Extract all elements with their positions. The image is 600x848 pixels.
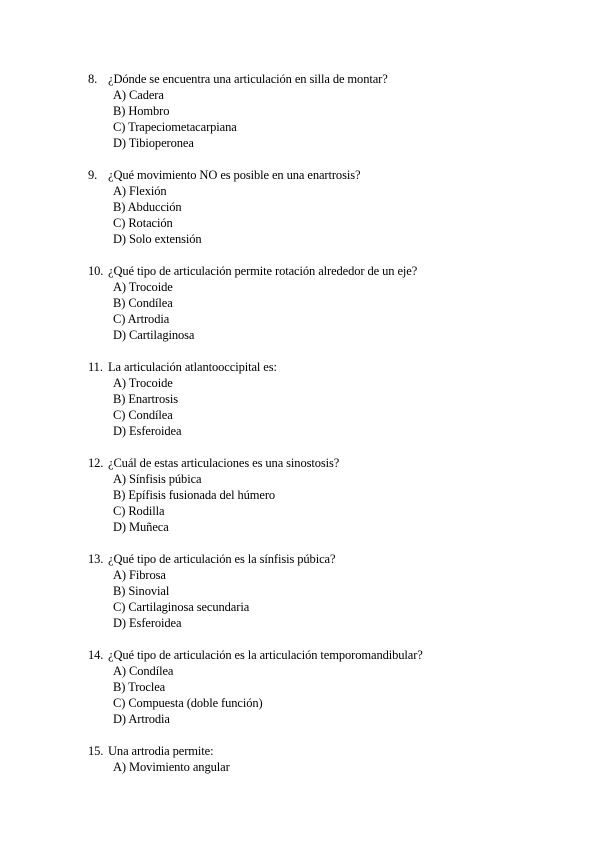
option-c: C) Condílea (113, 408, 173, 422)
question-line (88, 455, 568, 471)
question-line (88, 743, 568, 759)
option-a: A) Sínfisis púbica (113, 472, 202, 486)
option-c: C) Artrodia (113, 312, 170, 326)
question-9 (88, 167, 568, 247)
question-text: ¿Qué movimiento NO es posible en una enartrosis? (108, 168, 361, 182)
option-b: B) Condílea (113, 296, 173, 310)
question-text: ¿Cuál de estas articulaciones es una sinostosis? (108, 456, 340, 470)
option-d: D) Esferoidea (113, 616, 182, 630)
question-15 (88, 743, 568, 775)
question-line (88, 167, 568, 183)
answer-options (88, 471, 568, 535)
answer-options (88, 279, 568, 343)
question-text: ¿Qué tipo de articulación es la articulación temporomandibular? (108, 648, 423, 662)
option-c: C) Rodilla (113, 504, 165, 518)
option-b: B) Troclea (113, 680, 166, 694)
option-a: A) Condílea (113, 664, 174, 678)
option-b: B) Sinovial (113, 584, 170, 598)
question-14 (88, 647, 568, 727)
question-8 (88, 71, 568, 151)
question-line (88, 263, 568, 279)
question-number: 8. (88, 72, 98, 86)
question-text: ¿Qué tipo de articulación permite rotación alrededor de un eje? (108, 264, 418, 278)
question-text: ¿Dónde se encuentra una articulación en silla de montar? (108, 72, 388, 86)
option-d: D) Tibioperonea (113, 136, 194, 150)
option-b: B) Enartrosis (113, 392, 179, 406)
option-a: A) Trocoide (113, 280, 173, 294)
question-text: La articulación atlantooccipital es: (108, 360, 277, 374)
question-number: 13. (88, 552, 104, 566)
question-12 (88, 455, 568, 535)
option-a: A) Flexión (113, 184, 167, 198)
option-c: C) Trapeciometacarpiana (113, 120, 237, 134)
question-number: 10. (88, 264, 104, 278)
answer-options (88, 759, 568, 775)
question-line (88, 71, 568, 87)
question-line (88, 359, 568, 375)
question-number: 11. (88, 360, 103, 374)
option-a: A) Trocoide (113, 376, 173, 390)
option-a: A) Movimiento angular (113, 760, 230, 774)
question-number: 9. (88, 168, 98, 182)
answer-options (88, 183, 568, 247)
option-d: D) Esferoidea (113, 424, 182, 438)
option-c: C) Compuesta (doble función) (113, 696, 263, 710)
question-10 (88, 263, 568, 343)
option-a: A) Fibrosa (113, 568, 166, 582)
question-text: Una artrodia permite: (108, 744, 214, 758)
option-b: B) Abducción (113, 200, 182, 214)
option-c: C) Rotación (113, 216, 173, 230)
question-number: 12. (88, 456, 104, 470)
answer-options (88, 375, 568, 439)
question-11 (88, 359, 568, 439)
question-line (88, 551, 568, 567)
option-b: B) Epífisis fusionada del húmero (113, 488, 276, 502)
question-line (88, 647, 568, 663)
option-d: D) Artrodia (113, 712, 170, 726)
option-d: D) Muñeca (113, 520, 169, 534)
option-c: C) Cartilaginosa secundaria (113, 600, 250, 614)
option-d: D) Solo extensión (113, 232, 202, 246)
question-13 (88, 551, 568, 631)
question-text: ¿Qué tipo de articulación es la sínfisis púbica? (108, 552, 336, 566)
answer-options (88, 663, 568, 727)
option-a: A) Cadera (113, 88, 164, 102)
question-number: 14. (88, 648, 104, 662)
question-number: 15. (88, 744, 104, 758)
answer-options (88, 87, 568, 151)
option-b: B) Hombro (113, 104, 170, 118)
answer-options (88, 567, 568, 631)
option-d: D) Cartilaginosa (113, 328, 195, 342)
